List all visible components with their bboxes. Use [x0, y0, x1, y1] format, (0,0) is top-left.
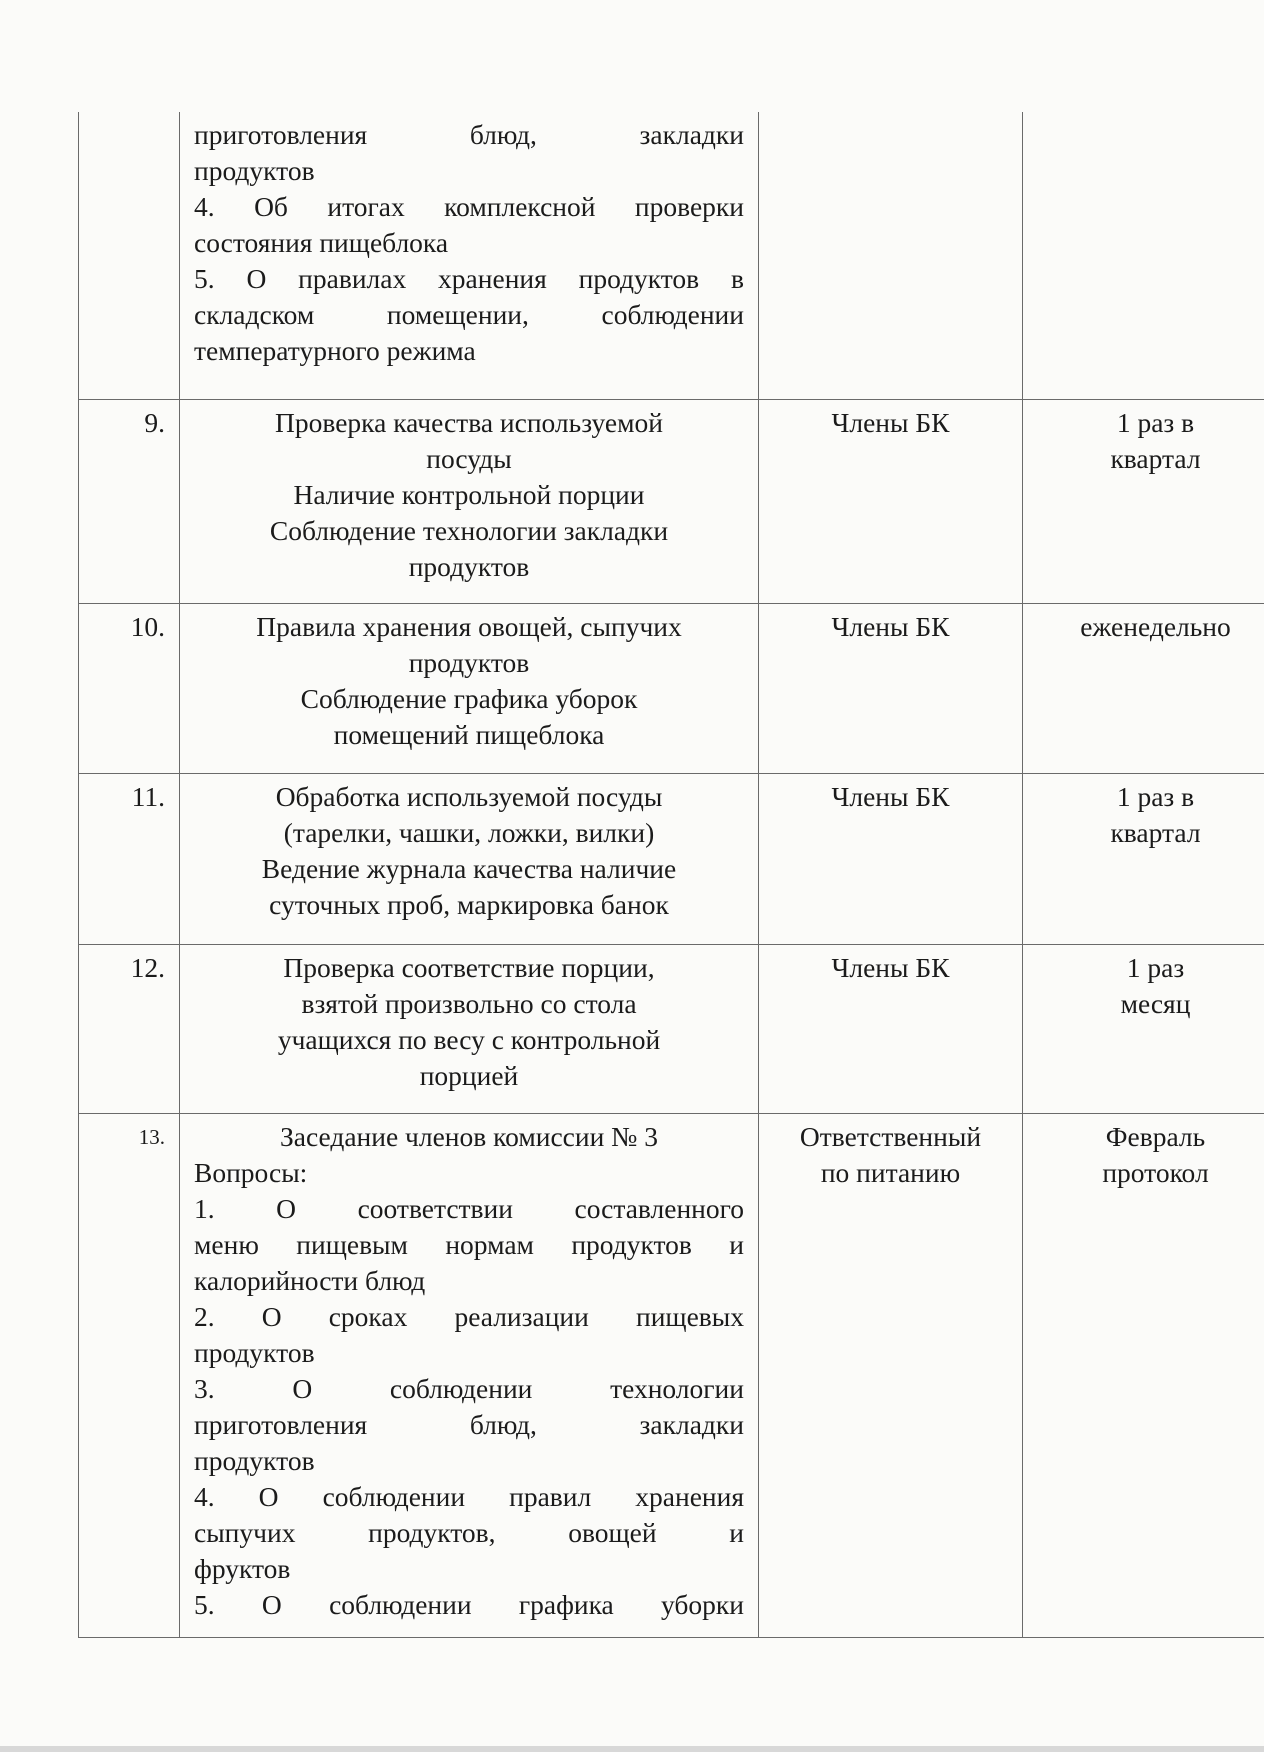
- cell-number: [79, 112, 180, 400]
- content-line: суточных проб, маркировка банок: [269, 889, 669, 920]
- cell-content: [180, 400, 759, 604]
- cell-number: 9.: [79, 400, 180, 604]
- cell-responsible: [759, 604, 1023, 774]
- cell-number: 11.: [79, 774, 180, 945]
- content-line: Правила хранения овощей, сыпучих: [256, 611, 682, 642]
- content-line: взятой произвольно со стола: [301, 988, 637, 1019]
- content-line: состояния пищеблока: [194, 227, 449, 258]
- content-line: сыпучих продуктов, овощей и: [194, 1517, 744, 1548]
- cell-content: [180, 604, 759, 774]
- content-line: Проверка соответствие порции,: [283, 952, 655, 983]
- content-line: Наличие контрольной порции: [293, 479, 645, 510]
- cell-content: [180, 774, 759, 945]
- content-line: Вопросы:: [194, 1157, 308, 1188]
- cell-term: [1023, 945, 1264, 1114]
- cell-responsible: [759, 112, 1023, 400]
- table-row: [79, 1114, 1264, 1638]
- cell-term: [1023, 112, 1264, 400]
- cell-responsible: [759, 774, 1023, 945]
- responsible-line: Ответственный: [799, 1121, 982, 1152]
- term-line: квартал: [1110, 817, 1201, 848]
- cell-term: [1023, 604, 1264, 774]
- content-line: 2. О сроках реализации пищевых: [194, 1301, 744, 1332]
- plan-table: [78, 112, 1264, 1638]
- content-line: (тарелки, чашки, ложки, вилки): [283, 817, 655, 848]
- content-line: 4. Об итогах комплексной проверки: [194, 191, 744, 222]
- table-row: [79, 774, 1264, 945]
- cell-term: [1023, 400, 1264, 604]
- content-line: продуктов: [194, 155, 315, 186]
- content-line: калорийности блюд: [194, 1265, 426, 1296]
- term-line: месяц: [1120, 988, 1191, 1019]
- content-line: 1. О соответствии составленного: [194, 1193, 744, 1224]
- cell-responsible: [759, 400, 1023, 604]
- content-line: Обработка используемой посуды: [275, 781, 663, 812]
- table-row: [79, 604, 1264, 774]
- content-line: учащихся по весу с контрольной: [277, 1024, 661, 1055]
- term-line: 1 раз: [1126, 952, 1185, 983]
- responsible-line: Члены БК: [831, 952, 950, 983]
- cell-content: [180, 112, 759, 400]
- content-line: продуктов: [408, 551, 530, 582]
- content-line: продуктов: [194, 1445, 315, 1476]
- responsible-line: Члены БК: [831, 611, 950, 642]
- content-line: складском помещении, соблюдении: [194, 299, 744, 330]
- cell-term: [1023, 1114, 1264, 1638]
- table-row: [79, 400, 1264, 604]
- responsible-line: по питанию: [820, 1157, 961, 1188]
- term-line: 1 раз в: [1116, 407, 1195, 438]
- content-line: посуды: [426, 443, 512, 474]
- content-line: помещений пищеблока: [333, 719, 605, 750]
- content-line: приготовления блюд, закладки: [194, 1409, 744, 1440]
- content-line: меню пищевым нормам продуктов и: [194, 1229, 744, 1260]
- content-line: Ведение журнала качества наличие: [261, 853, 677, 884]
- content-line: температурного режима: [194, 335, 476, 366]
- content-line: приготовления блюд, закладки: [194, 119, 744, 150]
- content-line: продуктов: [194, 1337, 315, 1368]
- cell-responsible: [759, 1114, 1023, 1638]
- cell-number: 13.: [79, 1114, 180, 1638]
- scan-edge: [0, 1746, 1264, 1752]
- term-line: протокол: [1102, 1157, 1209, 1188]
- term-line: еженедельно: [1080, 611, 1231, 642]
- content-line: фруктов: [194, 1553, 291, 1584]
- content-line: продуктов: [408, 647, 530, 678]
- cell-responsible: [759, 945, 1023, 1114]
- cell-content: [180, 1114, 759, 1638]
- cell-term: [1023, 774, 1264, 945]
- content-line: порцией: [419, 1060, 519, 1091]
- content-line: 5. О соблюдении графика уборки: [194, 1589, 744, 1620]
- content-line: 3. О соблюдении технологии: [194, 1373, 744, 1404]
- cell-content: [180, 945, 759, 1114]
- term-line: квартал: [1110, 443, 1201, 474]
- cell-number: 12.: [79, 945, 180, 1114]
- content-line: 5. О правилах хранения продуктов в: [194, 263, 744, 294]
- meeting-title: Заседание членов комиссии № 3: [279, 1121, 659, 1152]
- term-line: 1 раз в: [1116, 781, 1195, 812]
- table-row: [79, 945, 1264, 1114]
- content-line: Соблюдение графика уборок: [300, 683, 638, 714]
- table-row-continuation: [79, 112, 1264, 400]
- content-line: 4. О соблюдении правил хранения: [194, 1481, 744, 1512]
- responsible-line: Члены БК: [831, 407, 950, 438]
- responsible-line: Члены БК: [831, 781, 950, 812]
- term-line: Февраль: [1105, 1121, 1206, 1152]
- content-line: Соблюдение технологии закладки: [269, 515, 669, 546]
- content-line: Проверка качества используемой: [275, 407, 663, 438]
- cell-number: 10.: [79, 604, 180, 774]
